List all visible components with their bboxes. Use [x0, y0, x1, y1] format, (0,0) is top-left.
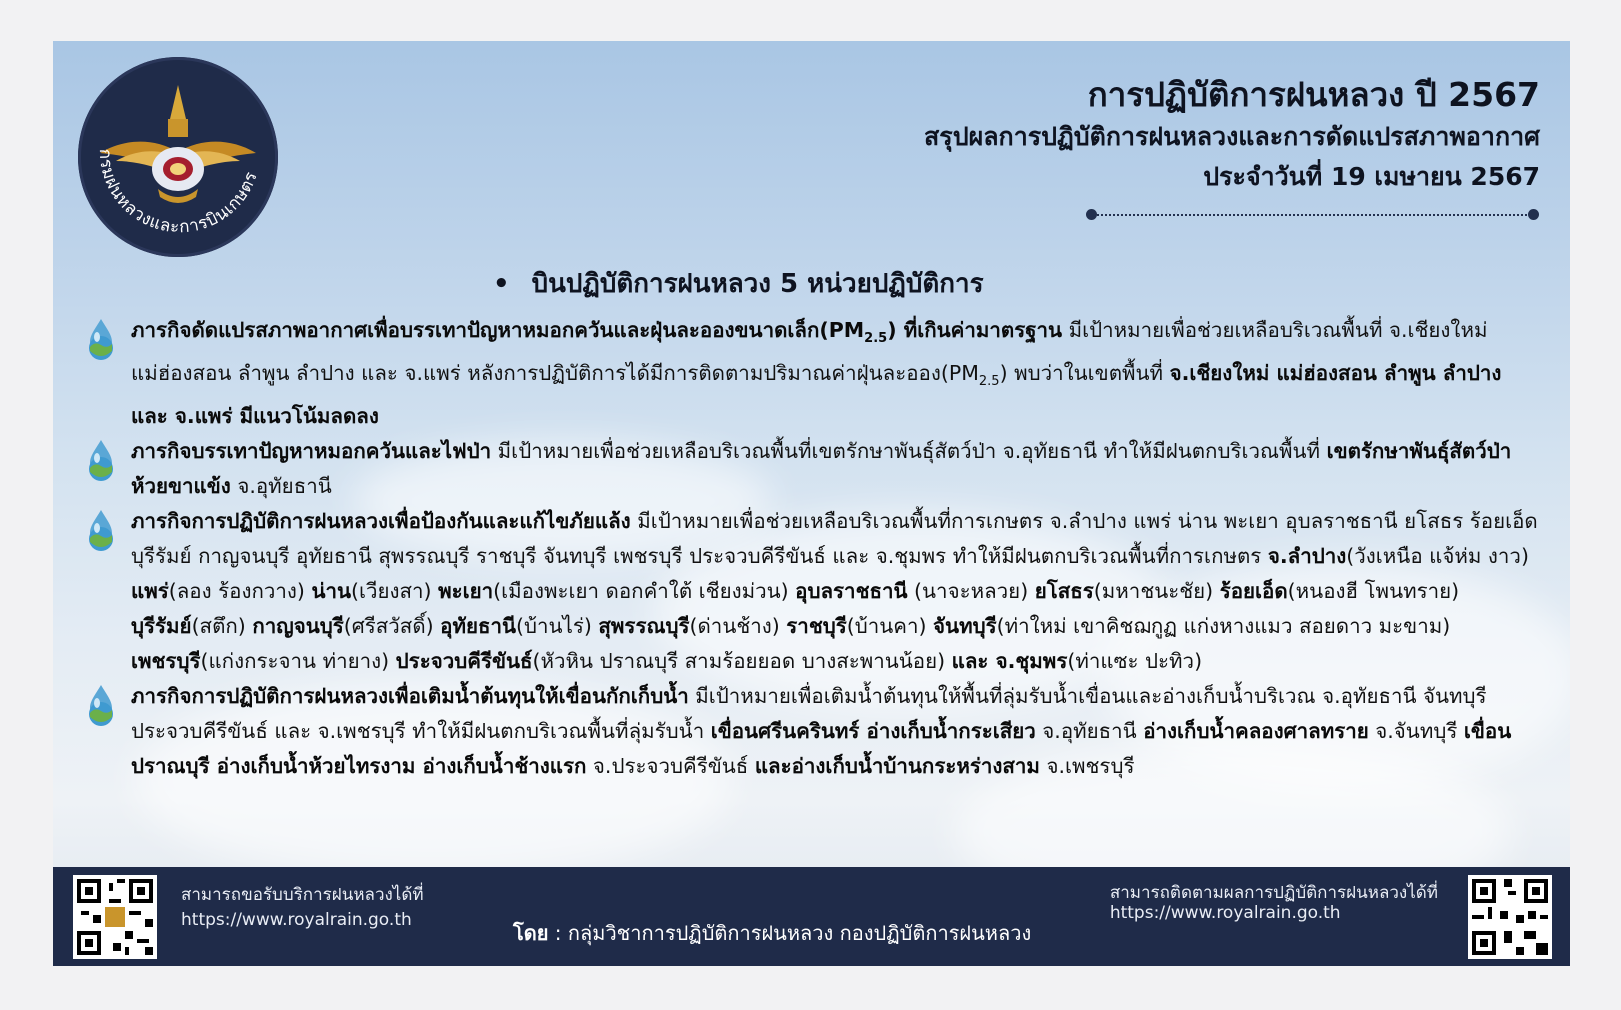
province-name: ประจวบคีรีขันธ์ [395, 649, 533, 673]
district-list: (บ้านคา) [846, 614, 934, 638]
province-name: น่าน [311, 579, 351, 603]
district-list: (ด่านช้าง) [689, 614, 787, 638]
credit-label: โดย [513, 921, 549, 945]
reservoir-name: เขื่อนปราณบุรี อ่างเก็บน้ำห้วยไทรงาม อ่างเก็บน้ำช้างแรก [131, 719, 1512, 778]
mission-item-drought [81, 504, 1541, 679]
province-name: จันทบุรี [933, 614, 997, 638]
province-name: สุพรรณบุรี [598, 614, 690, 638]
mission-item-wildfire [81, 434, 1541, 504]
province-name: กาญจนบุรี [252, 614, 344, 638]
province-name: พะเยา [438, 579, 494, 603]
district-list: (นาจะหลวย) [907, 579, 1035, 603]
province-name: แพร่ [131, 579, 169, 603]
royal-rain-emblem-icon [78, 57, 278, 257]
mission-list [81, 313, 1541, 784]
district-list: (ท่าใหม่ เขาคิชฌกูฏ แก่งหางแมว สอยดาว มะขาม) [996, 614, 1451, 638]
district-list: (เมืองพะเยา ดอกคำใต้ เชียงม่วน) [493, 579, 796, 603]
section-heading [493, 263, 984, 304]
mission-title: ภารกิจการปฏิบัติการฝนหลวงเพื่อเติมน้ำต้นทุนให้เขื่อนกักเก็บน้ำ [131, 684, 689, 708]
province-name: อุบลราชธานี [795, 579, 908, 603]
pm-subscript: 2.5 [864, 331, 888, 346]
divider-line [1094, 214, 1531, 216]
province-name: จ.ลำปาง [1267, 544, 1347, 568]
page-title: การปฏิบัติการฝนหลวง ปี 2567 [1087, 75, 1540, 114]
mission-result: จ.เชียงใหม่ แม่ฮ่องสอน ลำพูน ลำปาง และ จ.แพร่ มีแนวโน้มลดลง [131, 361, 1502, 428]
mission-result: เขตรักษาพันธุ์สัตว์ป่าห้วยขาแข้ง [131, 439, 1512, 498]
mission-title-end: ) ที่เกินค่ามาตรฐาน [887, 318, 1063, 342]
province-name: เพชรบุรี [131, 649, 201, 673]
earth-water-drop-icon [81, 508, 121, 552]
earth-water-drop-icon [81, 683, 121, 727]
mission-desc: มีเป้าหมายเพื่อช่วยเหลือบริเวณพื้นที่การเกษตร จ.ลำปาง แพร่ น่าน พะเยา อุบลราชธานี ยโสธร ร้อยเอ็ด บุรีรัมย์ กาญจนบุรี อุทัยธานี สุพรรณบุรี ราชบุรี จันทบุรี เพชรบุรี ประจวบคีรีขันธ์ และ จ.ชุมพร ทำให้มีฝนตกบริเวณพื้นที่การเกษตร [131, 509, 1538, 568]
qr-code-icon[interactable] [1468, 875, 1552, 959]
district-list: (มหาชนะชัย) [1093, 579, 1220, 603]
department-logo [78, 57, 278, 257]
mission-item-haze-pm25 [81, 313, 1541, 434]
mission-title: ภารกิจดัดแปรสภาพอากาศเพื่อบรรเทาปัญหาหมอกควันและฝุ่นละอองขนาดเล็ก(PM [131, 318, 865, 342]
mission-desc: ) พบว่าในเขตพื้นที่ [999, 361, 1170, 385]
province-name: จ.ประจวบคีรีขันธ์ [586, 754, 755, 778]
province-name: อุทัยธานี [440, 614, 517, 638]
district-list: (ท่าแซะ ปะทิว) [1067, 649, 1203, 673]
province-name: จ.อุทัยธานี [1035, 719, 1144, 743]
reservoir-name: อ่างเก็บน้ำคลองศาลทราย [1143, 719, 1369, 743]
mission-desc: จ.อุทัยธานี [230, 474, 332, 498]
district-list: (หัวหิน ปราณบุรี สามร้อยยอด บางสะพานน้อย) [532, 649, 952, 673]
header [924, 73, 1540, 197]
province-name: จ.เพชรบุรี [1039, 754, 1135, 778]
district-list: (หนองฮี โพนทราย) [1287, 579, 1460, 603]
province-name: ราชบุรี [786, 614, 847, 638]
pm-subscript: 2.5 [978, 374, 1000, 389]
province-name: บุรีรัมย์ [131, 614, 192, 638]
divider-dot [1528, 209, 1539, 220]
province-name: และ จ.ชุมพร [951, 649, 1068, 673]
district-list: (ศรีสวัสดิ์) [343, 614, 441, 638]
earth-water-drop-icon [81, 438, 121, 482]
district-list: (เวียงสา) [351, 579, 439, 603]
mission-desc: มีเป้าหมายเพื่อเติมน้ำต้นทุนให้พื้นที่ลุ่มรับน้ำเขื่อนและอ่างเก็บน้ำบริเวณ จ.อุทัยธานี จันทบุรี ประจวบคีรีขันธ์ และ จ.เพชรบุรี ทำให้มีฝนตกบริเวณพื้นที่ลุ่มรับน้ำ [131, 684, 1487, 743]
website-link[interactable]: https://www.royalrain.go.th [181, 910, 412, 930]
credit-text: : กลุ่มวิชาการปฏิบัติการฝนหลวง กองปฏิบัติการฝนหลวง [548, 921, 1032, 945]
website-link[interactable]: https://www.royalrain.go.th [1109, 903, 1341, 923]
section-title: บินปฏิบัติการฝนหลวง 5 หน่วยปฏิบัติการ [531, 269, 984, 299]
infographic-card [53, 41, 1570, 966]
header-divider [1086, 209, 1539, 219]
bullet-icon: • [493, 269, 510, 299]
mission-item-reservoir [81, 679, 1541, 784]
district-list: (แก่งกระจาน ท่ายาง) [200, 649, 396, 673]
district-list: (ลอง ร้องกวาง) [168, 579, 312, 603]
qr-code-icon[interactable] [73, 875, 157, 959]
reservoir-name: เขื่อนศรีนครินทร์ อ่างเก็บน้ำกระเสียว [710, 719, 1036, 743]
earth-water-drop-icon [81, 317, 121, 361]
mission-desc: มีเป้าหมายเพื่อช่วยเหลือบริเวณพื้นที่เขตรักษาพันธุ์สัตว์ป่า จ.อุทัยธานี ทำให้มีฝนตกบริเวณพื้นที่ [491, 439, 1327, 463]
district-list: (วังเหนือ แจ้ห่ม งาว) [1346, 544, 1529, 568]
mission-title: ภารกิจบรรเทาปัญหาหมอกควันและไฟป่า [131, 439, 492, 463]
reservoir-name: และอ่างเก็บน้ำบ้านกระหร่างสาม [754, 754, 1040, 778]
province-name: จ.จันทบุรี [1368, 719, 1464, 743]
footer-bar [53, 867, 1570, 966]
district-list: (สตึก) [191, 614, 253, 638]
request-service-label: สามารถขอรับบริการฝนหลวงได้ที่ [181, 885, 424, 905]
page-subtitle: สรุปผลการปฏิบัติการฝนหลวงและการดัดแปรสภาพอากาศ [924, 122, 1540, 151]
district-list: (บ้านไร่) [516, 614, 599, 638]
mission-title: ภารกิจการปฏิบัติการฝนหลวงเพื่อป้องกันและแก้ไขภัยแล้ง [131, 509, 631, 533]
follow-results-label: สามารถติดตามผลการปฏิบัติการฝนหลวงได้ที่ [1109, 883, 1438, 903]
svg-text:กรมฝนหลวงและการบินเกษตร: กรมฝนหลวงและการบินเกษตร [94, 148, 262, 238]
footer-left-text [181, 883, 424, 933]
footer-right-text [1110, 883, 1438, 923]
report-date: ประจำวันที่ 19 เมษายน 2567 [1203, 162, 1540, 191]
mission-desc: มีเป้าหมายเพื่อช่วยเหลือบริเวณพื้นที่ จ.เชียงใหม่ แม่ฮ่องสอน ลำพูน ลำปาง และ จ.แพร่ หลังการปฏิบัติการได้มีการติดตามปริมาณค่าฝุ่นละออง(PM [131, 318, 1488, 385]
province-name: ยโสธร [1034, 579, 1094, 603]
footer-credit [513, 917, 1031, 949]
province-name: ร้อยเอ็ด [1219, 579, 1288, 603]
